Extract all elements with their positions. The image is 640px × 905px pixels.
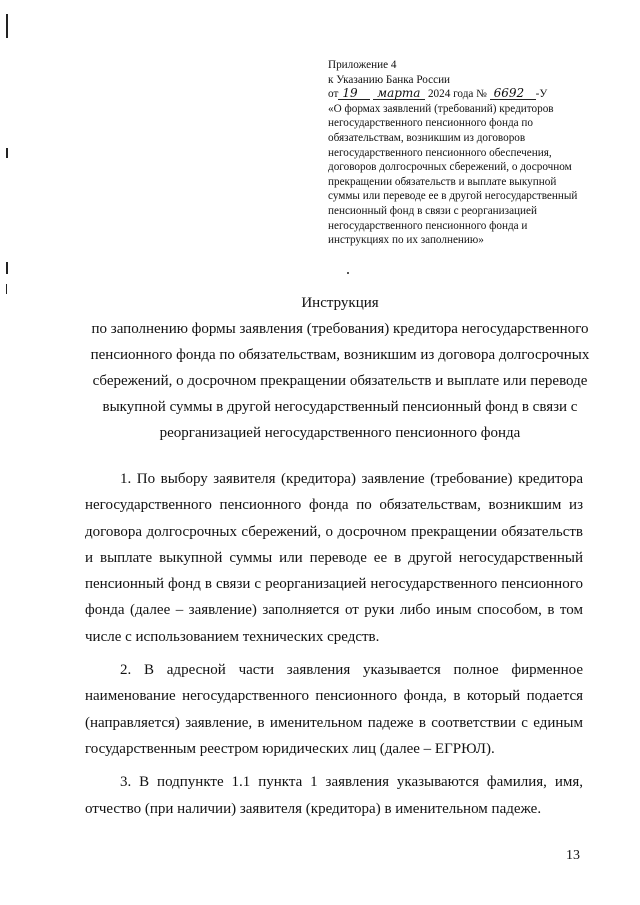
appendix-date-line bbox=[328, 87, 590, 102]
title-heading: Инструкция bbox=[301, 295, 379, 311]
scan-edge-mark bbox=[6, 284, 7, 294]
number-suffix: -У bbox=[535, 88, 548, 101]
instruction-title bbox=[60, 290, 620, 446]
handwritten-day: 19 bbox=[338, 87, 370, 100]
title-subtitle: по заполнению формы заявления (требования) кредитора негосударственного пенсионного фонда по обязательствам, возникшим из договора долгосрочных сбережений, о досрочном прекращении обязательств и выплате или переводе выкупной суммы в другой негосударственный пенсионный фонд в связи с реорганизацией негосударственного пенсионного фонда bbox=[90, 321, 590, 441]
scan-edge-mark bbox=[6, 14, 8, 38]
appendix-block bbox=[328, 58, 590, 248]
year-text: 2024 года № bbox=[427, 88, 487, 101]
scan-edge-mark bbox=[6, 262, 8, 274]
stray-dot bbox=[347, 272, 349, 274]
paragraph-3: 3. В подпункте 1.1 пункта 1 заявления указываются фамилия, имя, отчество (при наличии) заявителя (кредитора) в именительном падеже. bbox=[85, 774, 583, 817]
page-number: 13 bbox=[566, 848, 580, 863]
handwritten-number: 6692 bbox=[490, 87, 536, 100]
paragraph-2: 2. В адресной части заявления указывается полное фирменное наименование негосударственного пенсионного фонда, в который подается (направляется) заявление, в именительном падеже в соответствии с единым государственным реестром юридических лиц (далее – ЕГРЮЛ). bbox=[85, 662, 583, 757]
instruction-body bbox=[85, 466, 583, 829]
appendix-quote: «О формах заявлений (требований) кредиторов негосударственного пенсионного фонда по обязательствам, возникшим из договоров негосударственного пенсионного обеспечения, договоров долгосрочных сбережений, о досрочном прекращении обязательств и выплате выкупной суммы или переводе ее в другой негосударственный пенсионный фонд в связи с реорганизацией негосударственного пенсионного фонда и инструкциях по их заполнению» bbox=[328, 102, 578, 247]
appendix-reference: к Указанию Банка России bbox=[328, 73, 451, 86]
handwritten-month: марта bbox=[373, 87, 425, 100]
appendix-title: Приложение 4 bbox=[328, 59, 397, 71]
scan-edge-mark bbox=[6, 148, 8, 158]
paragraph-1: 1. По выбору заявителя (кредитора) заявление (требование) кредитора негосударственного пенсионного фонда по обязательствам, возникшим из договора долгосрочных сбережений, о досрочном прекращении обязательств и выплате выкупной суммы или переводе ее в другой негосударственный пенсионный фонд в связи с реорганизацией негосударственного пенсионного фонда (далее – заявление) заполняется от руки либо иным способом, в том числе с использованием технических средств. bbox=[85, 471, 583, 645]
from-prefix: от bbox=[328, 88, 339, 101]
